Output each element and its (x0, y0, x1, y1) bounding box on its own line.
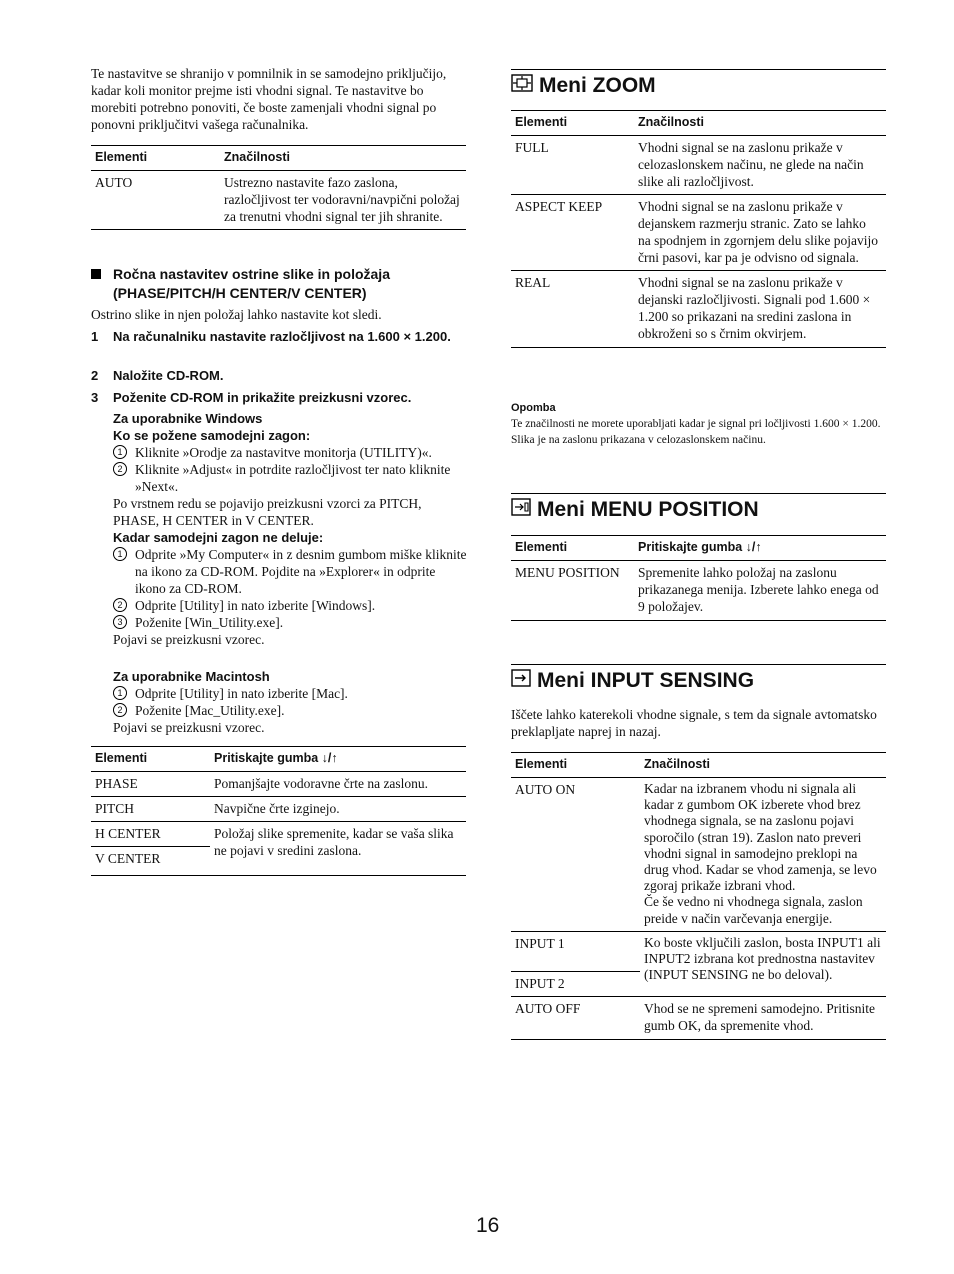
table-header: Elementi (511, 536, 634, 561)
bullet-square-icon (91, 269, 101, 279)
zoom-icon (511, 73, 533, 99)
table-cell: Vhodni signal se na zaslonu prikaže v dejanskem razmerju stranic. Zato se lahko na spodnjem in zgornjem delu slike pojavijo črni pasovi, kar pa je odvisno od signala. (634, 195, 886, 271)
input-sensing-heading (511, 664, 886, 694)
mac-after: Pojavi se preizkusni vzorec. (113, 720, 265, 735)
table-row (511, 271, 886, 348)
section-title: Ročna nastavitev ostrine slike in položaja (PHASE/PITCH/H CENTER/V CENTER) (113, 266, 390, 301)
table-row (511, 778, 886, 932)
table-row (91, 822, 466, 847)
table-header: Značilnosti (634, 111, 886, 136)
input-sensing-icon (511, 668, 531, 694)
note-label: Opomba (511, 402, 556, 414)
menu-position-heading (511, 493, 886, 523)
table-cell: PHASE (91, 772, 210, 797)
table-cell: H CENTER (91, 822, 210, 847)
circled-number: 1 (113, 686, 127, 700)
windows-instructions (113, 410, 468, 648)
circled-number: 3 (113, 615, 127, 629)
step-text: Naložite CD-ROM. (113, 368, 224, 383)
table-cell: Vhodni signal se na zaslonu prikaže v celozaslonskem načinu, ne glede na način slike ali razločljivost. (634, 136, 886, 195)
section-intro: Ostrino slike in njen položaj lahko nastavite kot sledi. (91, 307, 382, 322)
table-cell: Ustrezno nastavite fazo zaslona, razločljivost ter vodoravni/navpični položaj za trenutni vhodni signal ter jih shranite. (220, 171, 466, 230)
table-cell: FULL (511, 136, 634, 195)
input-sensing-table (511, 752, 886, 1040)
step-number: 2 (91, 368, 99, 383)
table-header: Pritiskajte gumba ↓/↑ (210, 747, 466, 772)
table-row (91, 171, 466, 230)
table-header: Elementi (91, 747, 210, 772)
table-header: Značilnosti (640, 753, 886, 778)
table-cell: Vhodni signal se na zaslonu prikaže v dejanski razločljivosti. Signali pod 1.600 × 1.200 so prikazani na sredini zaslona in obkroženi so s črnim okvirjem. (634, 271, 886, 348)
table-header: Elementi (511, 111, 634, 136)
auto-on-description-2: Če še vedno ni vhodnega signala, zaslon preide v način varčevanja energije. (644, 894, 863, 926)
table-cell: Spremenite lahko položaj na zaslonu prikazanega menija. Izberete lahko enega od 9 položajev. (634, 561, 886, 621)
table-cell: AUTO OFF (511, 996, 640, 1039)
table-cell: AUTO (91, 171, 220, 230)
table-header: Elementi (91, 146, 220, 171)
list-item-text: Odprite [Utility] in nato izberite [Mac]. (135, 686, 348, 701)
circled-number: 2 (113, 462, 127, 476)
step-item (91, 328, 466, 362)
table-cell (640, 778, 886, 932)
table-cell: Ko boste vključili zaslon, bosta INPUT1 ali INPUT2 izbrana kot prednostna nastavitev (INPUT SENSING ne bo deloval). (640, 931, 886, 996)
list-item (113, 702, 468, 719)
table-cell: Pomanjšajte vodoravne črte na zaslonu. (210, 772, 466, 797)
circled-number: 2 (113, 598, 127, 612)
list-item (113, 461, 468, 495)
table-cell: REAL (511, 271, 634, 348)
list-item (113, 685, 468, 702)
autorun-after: Po vrstnem redu se pojavijo preizkusni vzorci za PITCH, PHASE, H CENTER in V CENTER. (113, 496, 422, 528)
table-row (511, 996, 886, 1039)
table-cell: INPUT 2 (511, 971, 640, 996)
step-number: 1 (91, 329, 99, 344)
table-row (91, 797, 466, 822)
table-cell: AUTO ON (511, 778, 640, 932)
step-item (91, 367, 466, 384)
list-item (113, 444, 468, 461)
auto-on-description: Kadar na izbranem vhodu ni signala ali kadar z gumbom OK izberete vhod brez vhodnega signala, se na zaslonu pojavi sporočilo (stran 19). Zaslon nato preveri vhodni signal in samodejno preklopi na drug vhod. Kadar se vhod zamenja, se levo zgoraj prikaže izbrani vhod. (644, 781, 877, 894)
list-item-text: Poženite [Mac_Utility.exe]. (135, 703, 285, 718)
table-cell: ASPECT KEEP (511, 195, 634, 271)
table-cell: PITCH (91, 797, 210, 822)
windows-label: Za uporabnike Windows (113, 411, 263, 426)
autorun-label: Ko se požene samodejni zagon: (113, 428, 311, 443)
section-heading (91, 265, 466, 303)
intro-paragraph: Te nastavitve se shranijo v pomnilnik in se samodejno priključijo, kadar koli monitor prejme isti vhodni signal. Te nastavitve bo morebiti potrebno ponoviti, če boste zamenjali vhodni signal po ponovni priključitvi vašega računalnika. (91, 66, 447, 132)
list-item (113, 614, 468, 631)
zoom-title: Meni ZOOM (539, 74, 656, 97)
zoom-table (511, 110, 886, 348)
list-item-text: Odprite »My Computer« in z desnim gumbom miške kliknite na ikono za CD-ROM. Pojdite na »Explorer« in odprite ikono za CD-ROM. (135, 547, 467, 596)
note-text: Te značilnosti ne morete uporabljati kadar je signal pri ločljivosti 1.600 × 1.200. Slika je na zaslonu prikazana v celozaslonskem načinu. (511, 418, 881, 446)
step-item (91, 389, 466, 406)
adjust-table (91, 746, 466, 876)
table-cell: Navpične črte izginejo. (210, 797, 466, 822)
table-cell: MENU POSITION (511, 561, 634, 621)
list-item-text: Kliknite »Orodje za nastavitve monitorja (UTILITY)«. (135, 445, 432, 460)
menu-position-icon (511, 497, 531, 523)
table-row (511, 931, 886, 971)
table-cell: INPUT 1 (511, 931, 640, 971)
table-cell: Položaj slike spremenite, kadar se vaša slika ne pojavi v sredini zaslona. (210, 822, 466, 876)
mac-label: Za uporabnike Macintosh (113, 669, 270, 684)
circled-number: 1 (113, 445, 127, 459)
mac-instructions (113, 668, 468, 736)
input-sensing-title: Meni INPUT SENSING (537, 669, 755, 692)
table-header: Značilnosti (220, 146, 466, 171)
list-item-text: Kliknite »Adjust« in potrdite razločljivost ter nato kliknite »Next«. (135, 462, 451, 494)
table-header: Elementi (511, 753, 640, 778)
table-row (511, 195, 886, 271)
list-item (113, 597, 468, 614)
list-item-text: Poženite [Win_Utility.exe]. (135, 615, 284, 630)
list-item (113, 546, 468, 597)
table-header: Pritiskajte gumba ↓/↑ (634, 536, 886, 561)
circled-number: 1 (113, 547, 127, 561)
list-item-text: Odprite [Utility] in nato izberite [Windows]. (135, 598, 376, 613)
step-number: 3 (91, 390, 99, 405)
step-text: Na računalniku nastavite razločljivost na 1.600 × 1.200. (113, 329, 451, 344)
table-row (511, 136, 886, 195)
table-cell: Vhod se ne spremeni samodejno. Pritisnite gumb OK, da spremenite vhod. (640, 996, 886, 1039)
table-cell: V CENTER (91, 847, 210, 876)
table-row (511, 561, 886, 621)
menu-position-table (511, 535, 886, 621)
page-number: 16 (476, 1214, 500, 1237)
manual-label: Kadar samodejni zagon ne deluje: (113, 530, 324, 545)
zoom-heading (511, 69, 886, 99)
circled-number: 2 (113, 703, 127, 717)
auto-table (91, 145, 466, 230)
input-sensing-intro: Iščete lahko katerekoli vhodne signale, s tem da signale avtomatsko preklapljate naprej in nazaj. (511, 707, 877, 739)
manual-after: Pojavi se preizkusni vzorec. (113, 632, 265, 647)
step-text: Poženite CD-ROM in prikažite preizkusni vzorec. (113, 390, 412, 405)
menu-position-title: Meni MENU POSITION (537, 498, 759, 521)
table-row (91, 772, 466, 797)
